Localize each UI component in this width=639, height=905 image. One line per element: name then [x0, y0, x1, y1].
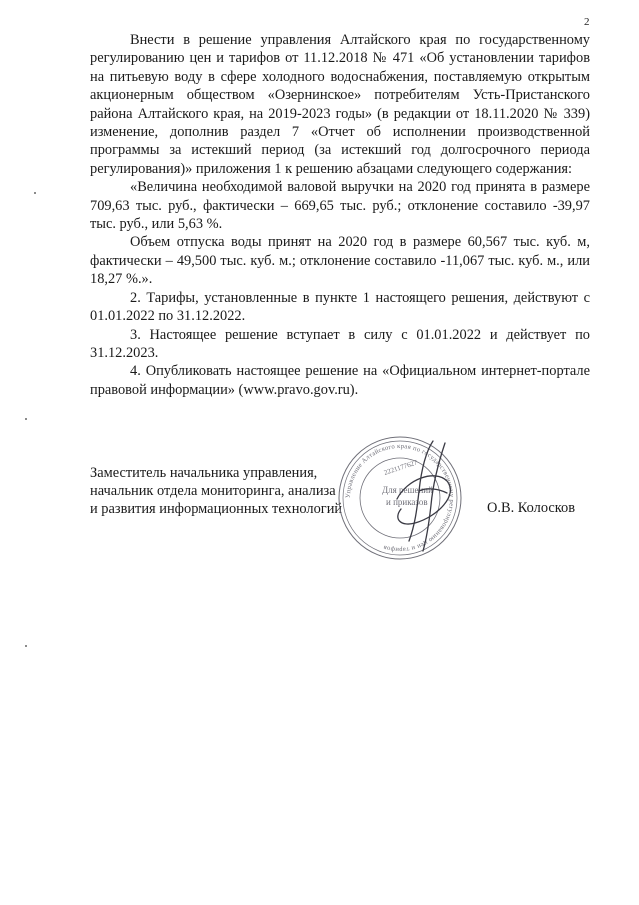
signatory-title-line: начальник отдела мониторинга, анализа: [90, 483, 336, 499]
margin-dot: [25, 645, 27, 647]
stamp-center-text: Для решений: [382, 485, 433, 495]
paragraph-publication: 4. Опубликовать настоящее решение на «Официальном интернет-портале правовой информации» (www.pravo.gov.ru).: [90, 363, 590, 398]
handwritten-signature: [397, 441, 450, 551]
page-number: 2: [584, 16, 590, 28]
signatory-name: О.В. Колосков: [487, 500, 576, 516]
signatory-title-line: Заместитель начальника управления,: [90, 465, 318, 481]
stamp-center-text: и приказов: [386, 497, 428, 507]
margin-dot: [25, 418, 27, 420]
stamp-ring-text: Управление Алтайского края по государственному регулированию цен и тарифов: [344, 442, 456, 554]
document-body: [90, 31, 590, 399]
signatory-title-line: и развития информационных технологий: [90, 501, 343, 517]
official-stamp-icon: [335, 433, 465, 563]
paragraph-amendment: Внести в решение управления Алтайского края по государственному регулированию цен и тарифов от 11.12.2018 № 471 «Об установлении тарифов на питьевую воду в сфере холодного водоснабжения, поставляемую открытым акционерным обществом «Озернинское» потребителям Усть-Пристанского района Алтайского края, на 2019-2023 годы» (в редакции от 18.11.2020 № 339) изменение, дополнив раздел 7 «Отчет об исполнении производственной программы за истекший период (за истекший год долгосрочного периода регулирования)» приложения 1 к решению абзацами следующего содержания:: [90, 32, 590, 177]
stamp-id-number: 2221177627: [382, 458, 419, 477]
paragraph-tariffs: 2. Тарифы, установленные в пункте 1 настоящего решения, действуют с 01.01.2022 по 31.12.2022.: [90, 289, 590, 325]
paragraph-revenue: «Величина необходимой валовой выручки на 2020 год принята в размере 709,63 тыс. руб., фактически – 669,65 тыс. руб.; отклонение составило -39,97 тыс. руб., или 5,63 %.: [90, 179, 590, 233]
margin-dot: [34, 192, 36, 194]
paragraph-water-volume: Объем отпуска воды принят на 2020 год в размере 60,567 тыс. куб. м, фактически – 49,500 тыс. куб. м.; отклонение составило -11,067 тыс. куб. м., или 18,27 %.».: [90, 234, 590, 288]
signatory-title: [90, 464, 370, 518]
paragraph-effective-date: 3. Настоящее решение вступает в силу с 01.01.2022 и действует по 31.12.2023.: [90, 326, 590, 361]
